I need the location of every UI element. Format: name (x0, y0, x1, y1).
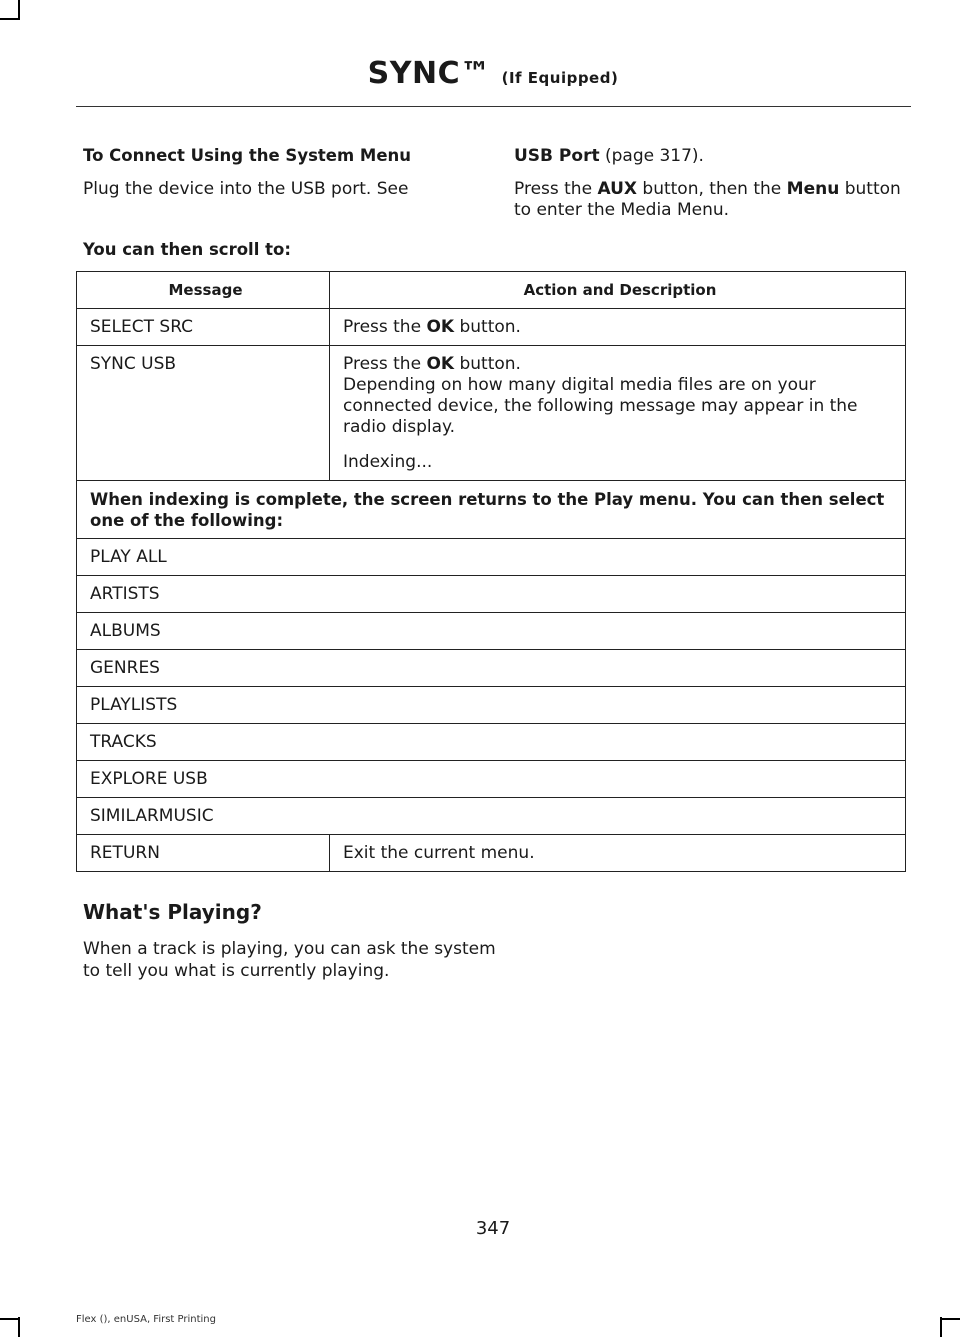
ok-label: OK (426, 317, 455, 337)
menu-item: ARTISTS (77, 576, 906, 613)
table-header-row (77, 272, 906, 309)
table-row (77, 309, 906, 346)
ok-label: OK (426, 354, 455, 374)
column-header-message: Message (77, 272, 330, 309)
table-row (77, 687, 906, 724)
table-row (77, 724, 906, 761)
text: button to enter the Media Menu. (514, 179, 901, 220)
menu-item: EXPLORE USB (77, 761, 906, 798)
subsection-heading: To Connect Using the System Menu (83, 146, 412, 165)
menu-item: GENRES (77, 650, 906, 687)
text: button, then the (637, 179, 787, 199)
table-row (77, 346, 906, 481)
text: button. (454, 354, 521, 374)
paragraph (514, 179, 914, 221)
action-line (343, 354, 897, 375)
crop-mark (0, 1318, 20, 1320)
paragraph: Plug the device into the USB port. See (83, 179, 409, 199)
table-row (77, 761, 906, 798)
left-column (83, 146, 463, 212)
page-number: 347 (475, 1218, 511, 1239)
crop-mark (18, 1317, 20, 1337)
menu-item: ALBUMS (77, 613, 906, 650)
text: Press the (343, 317, 427, 337)
column-header-action: Action and Description (330, 272, 906, 309)
message-table (76, 271, 906, 872)
page-reference (514, 146, 914, 167)
message-cell: SELECT SRC (77, 309, 330, 346)
message-cell: SYNC USB (77, 346, 330, 481)
table-lead: You can then scroll to: (83, 240, 291, 259)
crop-mark (18, 0, 20, 20)
table-row (77, 576, 906, 613)
menu-item: PLAY ALL (77, 539, 906, 576)
text: Press the (343, 354, 427, 374)
section-body: When a track is playing, you can ask the system to tell you what is currently playing. (83, 939, 496, 981)
table-row (77, 798, 906, 835)
menu-item: PLAYLISTS (77, 687, 906, 724)
menu-item: TRACKS (77, 724, 906, 761)
table-row (77, 613, 906, 650)
text: Press the (514, 179, 598, 199)
page-ref-text: (page 317). (599, 146, 704, 166)
header-title: SYNC™ (367, 56, 491, 91)
footer-text: Flex (), enUSA, First Printing (76, 1314, 216, 1325)
section-title: What's Playing? (83, 900, 262, 924)
indexing-note: When indexing is complete, the screen returns to the Play menu. You can then select one of the following: (77, 481, 906, 539)
header-divider (76, 106, 911, 107)
crop-mark (0, 18, 20, 20)
action-cell: Exit the current menu. (330, 835, 906, 872)
action-cell (330, 309, 906, 346)
page-header (0, 56, 960, 91)
menu-item: SIMILARMUSIC (77, 798, 906, 835)
table-row (77, 539, 906, 576)
action-description: Depending on how many digital media files are on your connected device, the following message may appear in the radio display. (343, 375, 858, 437)
crop-mark (940, 1317, 942, 1337)
table-row (77, 481, 906, 539)
message-cell: RETURN (77, 835, 330, 872)
crop-mark (940, 1318, 960, 1320)
header-subtitle: (If Equipped) (501, 69, 619, 87)
text: button. (454, 317, 521, 337)
menu-label: Menu (786, 179, 840, 199)
usb-port-link[interactable]: USB Port (514, 146, 600, 166)
action-cell (330, 346, 906, 481)
right-column (514, 146, 914, 233)
table-row (77, 835, 906, 872)
table-row (77, 650, 906, 687)
aux-label: AUX (597, 179, 637, 199)
indexing-message: Indexing... (343, 452, 433, 472)
